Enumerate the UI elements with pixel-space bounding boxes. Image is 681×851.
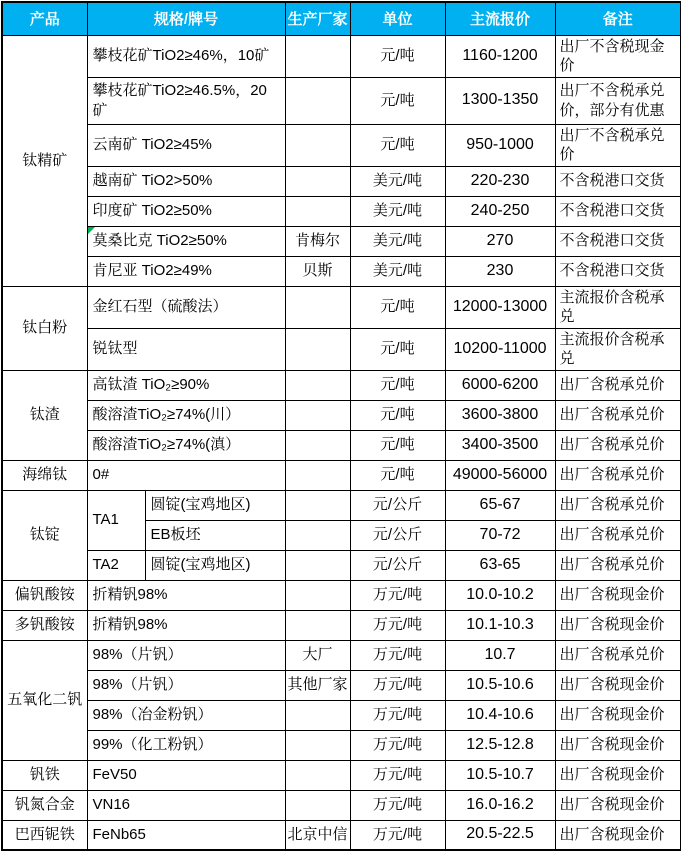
unit-cell: 万元/吨 xyxy=(350,610,445,640)
unit-cell: 元/吨 xyxy=(350,286,445,328)
note-cell: 出厂含税承兑价 xyxy=(555,520,681,550)
note-cell: 出厂含税现金价 xyxy=(555,760,681,790)
note-cell: 主流报价含税承兑 xyxy=(555,286,681,328)
spec-cell: FeV50 xyxy=(87,760,285,790)
table-row xyxy=(2,550,681,580)
note-cell: 出厂不含税承兑价，部分有优惠 xyxy=(555,77,681,124)
maker-cell xyxy=(285,35,350,77)
unit-cell: 元/吨 xyxy=(350,77,445,124)
spec-cell: 折精钒98% xyxy=(87,580,285,610)
table-row xyxy=(2,256,681,286)
spec-cell: 攀枝花矿TiO2≥46.5%，20矿 xyxy=(87,77,285,124)
spec-cell: 印度矿 TiO2≥50% xyxy=(87,196,285,226)
price-cell: 10200-11000 xyxy=(445,328,555,370)
spec-cell: 高钛渣 TiO₂≥90% xyxy=(87,370,285,400)
note-cell: 出厂含税现金价 xyxy=(555,670,681,700)
unit-cell: 美元/吨 xyxy=(350,256,445,286)
price-cell: 1300-1350 xyxy=(445,77,555,124)
maker-cell xyxy=(285,430,350,460)
spec-cell: 锐钛型 xyxy=(87,328,285,370)
table-row xyxy=(2,610,681,640)
unit-cell: 元/吨 xyxy=(350,460,445,490)
maker-cell xyxy=(285,550,350,580)
spec-cell: 酸溶渣TiO₂≥74%(川） xyxy=(87,400,285,430)
price-cell: 10.0-10.2 xyxy=(445,580,555,610)
table-row xyxy=(2,196,681,226)
price-cell: 70-72 xyxy=(445,520,555,550)
price-cell: 65-67 xyxy=(445,490,555,520)
table-row xyxy=(2,166,681,196)
spec-cell: 98%（片钒） xyxy=(87,670,285,700)
spec-cell: 折精钒98% xyxy=(87,610,285,640)
note-cell: 出厂含税承兑价 xyxy=(555,400,681,430)
product-cell: 钛白粉 xyxy=(2,286,87,370)
table-row xyxy=(2,670,681,700)
unit-cell: 元/吨 xyxy=(350,400,445,430)
note-cell: 出厂含税承兑价 xyxy=(555,490,681,520)
note-cell: 出厂含税现金价 xyxy=(555,790,681,820)
unit-cell: 美元/吨 xyxy=(350,196,445,226)
spec-cell: 莫桑比克 TiO2≥50% xyxy=(87,226,285,256)
unit-cell: 元/公斤 xyxy=(350,490,445,520)
note-cell: 出厂含税承兑价 xyxy=(555,460,681,490)
table-row xyxy=(2,328,681,370)
table-row xyxy=(2,790,681,820)
product-cell: 多钒酸铵 xyxy=(2,610,87,640)
maker-cell xyxy=(285,700,350,730)
col-spec: 规格/牌号 xyxy=(87,2,285,35)
table-row xyxy=(2,124,681,166)
product-cell: 五氧化二钒 xyxy=(2,640,87,760)
maker-cell xyxy=(285,286,350,328)
spec-cell: 金红石型（硫酸法） xyxy=(87,286,285,328)
note-cell: 不含税港口交货 xyxy=(555,256,681,286)
table-row xyxy=(2,580,681,610)
note-cell: 出厂含税承兑价 xyxy=(555,550,681,580)
spec-cell: 圆锭(宝鸡地区) xyxy=(145,550,285,580)
price-cell: 10.1-10.3 xyxy=(445,610,555,640)
table-row xyxy=(2,370,681,400)
note-cell: 不含税港口交货 xyxy=(555,166,681,196)
product-cell: 钒铁 xyxy=(2,760,87,790)
note-cell: 出厂含税现金价 xyxy=(555,700,681,730)
spec-cell: FeNb65 xyxy=(87,820,285,850)
note-cell: 出厂含税现金价 xyxy=(555,730,681,760)
table-row xyxy=(2,226,681,256)
note-cell: 出厂含税承兑价 xyxy=(555,430,681,460)
price-cell: 270 xyxy=(445,226,555,256)
price-cell: 12000-13000 xyxy=(445,286,555,328)
maker-cell xyxy=(285,460,350,490)
price-cell: 16.0-16.2 xyxy=(445,790,555,820)
price-cell: 220-230 xyxy=(445,166,555,196)
maker-cell xyxy=(285,580,350,610)
note-cell: 出厂不含税承兑价 xyxy=(555,124,681,166)
unit-cell: 元/吨 xyxy=(350,35,445,77)
maker-cell xyxy=(285,610,350,640)
price-cell: 10.4-10.6 xyxy=(445,700,555,730)
price-cell: 3600-3800 xyxy=(445,400,555,430)
note-cell: 出厂含税承兑价 xyxy=(555,370,681,400)
comment-marker-icon xyxy=(88,227,95,234)
unit-cell: 万元/吨 xyxy=(350,580,445,610)
product-cell: 钛精矿 xyxy=(2,35,87,286)
unit-cell: 美元/吨 xyxy=(350,166,445,196)
table-body xyxy=(2,35,681,850)
spec-cell: 肯尼亚 TiO2≥49% xyxy=(87,256,285,286)
product-cell: 偏钒酸铵 xyxy=(2,580,87,610)
price-cell: 63-65 xyxy=(445,550,555,580)
table-row xyxy=(2,430,681,460)
unit-cell: 万元/吨 xyxy=(350,760,445,790)
spec-cell: EB板坯 xyxy=(145,520,285,550)
spec-cell: 0# xyxy=(87,460,285,490)
maker-cell xyxy=(285,730,350,760)
note-cell: 出厂含税承兑价 xyxy=(555,640,681,670)
price-cell: 10.5-10.7 xyxy=(445,760,555,790)
maker-cell xyxy=(285,124,350,166)
unit-cell: 元/公斤 xyxy=(350,550,445,580)
table-row xyxy=(2,700,681,730)
note-cell: 出厂含税现金价 xyxy=(555,580,681,610)
table-row xyxy=(2,77,681,124)
maker-cell: 贝斯 xyxy=(285,256,350,286)
product-cell: 巴西铌铁 xyxy=(2,820,87,850)
spec-cell: 98%（冶金粉钒） xyxy=(87,700,285,730)
spec-cell: VN16 xyxy=(87,790,285,820)
col-note: 备注 xyxy=(555,2,681,35)
table-row xyxy=(2,730,681,760)
spec-cell: 98%（片钒） xyxy=(87,640,285,670)
unit-cell: 万元/吨 xyxy=(350,730,445,760)
unit-cell: 万元/吨 xyxy=(350,820,445,850)
spec-cell: 攀枝花矿TiO2≥46%，10矿 xyxy=(87,35,285,77)
table-row xyxy=(2,400,681,430)
col-unit: 单位 xyxy=(350,2,445,35)
grade-cell: TA1 xyxy=(87,490,145,550)
price-cell: 3400-3500 xyxy=(445,430,555,460)
table-row xyxy=(2,820,681,850)
maker-cell: 肯梅尔 xyxy=(285,226,350,256)
price-cell: 230 xyxy=(445,256,555,286)
unit-cell: 万元/吨 xyxy=(350,700,445,730)
table-row xyxy=(2,640,681,670)
product-cell: 钒氮合金 xyxy=(2,790,87,820)
unit-cell: 美元/吨 xyxy=(350,226,445,256)
table-row xyxy=(2,490,681,520)
product-cell: 钛锭 xyxy=(2,490,87,580)
note-cell: 出厂含税现金价 xyxy=(555,820,681,850)
spec-cell: 99%（化工粉钒） xyxy=(87,730,285,760)
price-cell: 950-1000 xyxy=(445,124,555,166)
price-cell: 10.7 xyxy=(445,640,555,670)
unit-cell: 元/吨 xyxy=(350,124,445,166)
maker-cell: 其他厂家 xyxy=(285,670,350,700)
unit-cell: 元/公斤 xyxy=(350,520,445,550)
price-cell: 49000-56000 xyxy=(445,460,555,490)
maker-cell xyxy=(285,77,350,124)
spec-cell: 酸溶渣TiO₂≥74%(滇） xyxy=(87,430,285,460)
maker-cell: 北京中信 xyxy=(285,820,350,850)
maker-cell: 大厂 xyxy=(285,640,350,670)
maker-cell xyxy=(285,400,350,430)
col-product: 产品 xyxy=(2,2,87,35)
col-manufacturer: 生产厂家 xyxy=(285,2,350,35)
unit-cell: 万元/吨 xyxy=(350,670,445,700)
grade-cell: TA2 xyxy=(87,550,145,580)
table-row xyxy=(2,35,681,77)
maker-cell xyxy=(285,328,350,370)
price-cell: 10.5-10.6 xyxy=(445,670,555,700)
table-row xyxy=(2,286,681,328)
maker-cell xyxy=(285,196,350,226)
price-cell: 1160-1200 xyxy=(445,35,555,77)
price-cell: 240-250 xyxy=(445,196,555,226)
note-cell: 出厂含税现金价 xyxy=(555,610,681,640)
price-table xyxy=(1,1,681,851)
note-cell: 不含税港口交货 xyxy=(555,226,681,256)
unit-cell: 元/吨 xyxy=(350,328,445,370)
price-cell: 6000-6200 xyxy=(445,370,555,400)
maker-cell xyxy=(285,370,350,400)
maker-cell xyxy=(285,760,350,790)
note-cell: 出厂不含税现金价 xyxy=(555,35,681,77)
unit-cell: 元/吨 xyxy=(350,370,445,400)
maker-cell xyxy=(285,790,350,820)
maker-cell xyxy=(285,166,350,196)
price-cell: 20.5-22.5 xyxy=(445,820,555,850)
col-price: 主流报价 xyxy=(445,2,555,35)
header-row xyxy=(2,2,681,35)
spec-cell: 圆锭(宝鸡地区) xyxy=(145,490,285,520)
maker-cell xyxy=(285,520,350,550)
table-row xyxy=(2,760,681,790)
note-cell: 主流报价含税承兑 xyxy=(555,328,681,370)
table-row xyxy=(2,460,681,490)
price-cell: 12.5-12.8 xyxy=(445,730,555,760)
product-cell: 钛渣 xyxy=(2,370,87,460)
unit-cell: 元/吨 xyxy=(350,430,445,460)
unit-cell: 万元/吨 xyxy=(350,640,445,670)
unit-cell: 万元/吨 xyxy=(350,790,445,820)
maker-cell xyxy=(285,490,350,520)
product-cell: 海绵钛 xyxy=(2,460,87,490)
spec-cell: 越南矿 TiO2>50% xyxy=(87,166,285,196)
note-cell: 不含税港口交货 xyxy=(555,196,681,226)
spec-cell: 云南矿 TiO2≥45% xyxy=(87,124,285,166)
